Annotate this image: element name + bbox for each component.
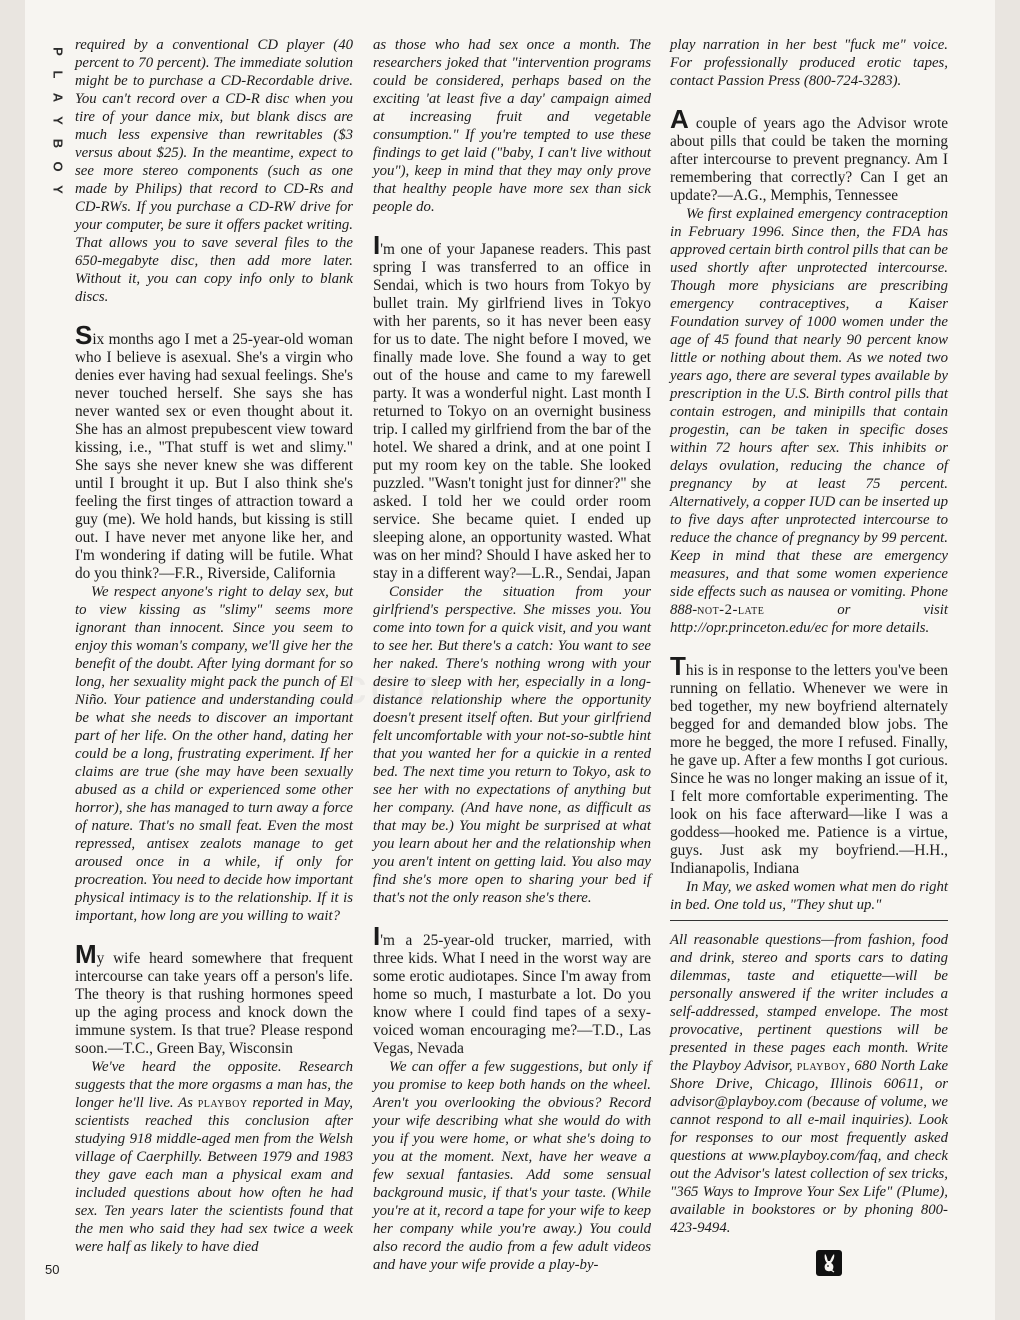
brand-name: playboy [197, 1095, 248, 1111]
drop-cap: A [670, 104, 689, 134]
rabbit-head-icon [816, 1250, 842, 1276]
question-letter [373, 230, 651, 583]
answer-text: We can offer a few suggestions, but only if you promise to keep both hands on the wheel. Aren't you overlooking the obvious? Record your wife describing what she would do with you if you were home, or what she's doing to you at the moment. Next, have her weave a few sexual fantasies. Add some sensual background music, if that's your taste. (While you're at it, record a tape for your wife to keep her company while you're away.) You could also record the audio from a few adult videos and have your wife provide a play-by- [373, 1059, 651, 1273]
question-text: 'm a 25-year-old trucker, married, with three kids. What I need in the worst way are some erotic audiotapes. Since I'm away from home so much, I masturbate a lot. Do you know where I could find tapes of a sexy-voiced woman encouraging me?—T.D., Las Vegas, Nevada [373, 932, 651, 1057]
runner-letter: P [50, 47, 66, 56]
question-text: his is in response to the letters you've been running on fellatio. Whenever we were in bed together, my new boyfriend alternately begged for and demanded blow jobs. The more he begged, the more I refused. Finally, he gave up. After a few months I got curious. Since he was no longer making an issue of it, I felt more comfortable experimenting. The look on his face afterward—like I was a goddess—hooked me. Patience is a virtue, guys. Just ask my boyfriend.—H.H., Indianapolis, Indiana [670, 662, 948, 877]
drop-cap: S [75, 320, 93, 350]
section-runner [43, 40, 65, 201]
advisor-footer-note [670, 931, 948, 1237]
brand-name: playboy [796, 1058, 847, 1074]
question-letter [75, 939, 353, 1058]
footer-text-part: , 680 North Lake Shore Drive, Chicago, Illinois 60611, or advisor@playboy.com (because of volume, we cannot respond to all e-mail inquiries). Look for responses to our most frequently asked questions at www.playboy.com/faq, and check out the Advisor's latest collection of sex tricks, "365 Ways to Improve Your Sex Life" (Plume), available in bookstores or by phoning 800-423-9494. [670, 1058, 949, 1236]
answer-text [75, 1058, 353, 1256]
answer-text [670, 205, 948, 637]
answer-text: We respect anyone's right to delay sex, but to view kissing as "slimy" seems more ignorant than innocent. Since you seem to enjoy this woman's company, we'll give her the benefit of the doubt. After lying dormant for so long, her sexuality might pack the punch of El Niño. Your patience and understanding could be what she needs to discover an important part of her life. On the other hand, dating her could be a long, frustrating experiment. If her claims are true (she may have been sexually abused as a child or experienced some other horror), she has managed to turn away a force of nature. That's no small feat. Even the most repressed, antisex zealots manage to get aroused once in a while, if only for procreation. You need to decide how important physical intimacy is to the relationship. If it is important, how long are you willing to wait? [75, 584, 353, 924]
question-letter [373, 921, 651, 1058]
answer-continuation: play narration in her best "fuck me" voice. For professionally produced erotic tapes, contact Passion Press (800-724-3283). [670, 37, 948, 89]
answer-text: Consider the situation from your girlfriend's perspective. She misses you. You come into town for a quick visit, and you want to see her. But there's a catch: You want to see her naked. There's nothing wrong with your desire to sleep with her, especially in a long-distance relationship where the opportunity doesn't present itself often. But your girlfriend felt uncomfortable with your not-so-subtle hint that you wanted her for a quickie in a rented bed. The next time you return to Tokyo, ask to see her with no expectations of anything but her company. (And have none, as difficult as that may be.) You might be surprised at what you learn about her and the relationship when you aren't intent on getting laid. You also may find she's more open to sharing your bed if that's not the only reason she's there. [373, 584, 651, 906]
runner-letter: Y [50, 185, 66, 194]
answer-continuation: required by a conventional CD player (40 percent to 70 percent). The immediate solution might be to purchase a CD-Recordable drive. You can't record over a CD-R disc when you tire of your dance mix, but blank discs are much less expensive than rewritables ($3 versus about $25). In the meantime, expect to see more stereo components (such as one made by Philips) that record to CD-Rs and CD-RWs. If you purchase a CD-RW drive for your computer, be sure it offers packet writing. That allows you to save several files to the 650-megabyte disc, then add more later. Without it, you can copy info only to blank discs. [75, 37, 353, 305]
answer-text: In May, we asked women what men do right in bed. One told us, "They shut up." [670, 879, 948, 913]
question-text: ix months ago I met a 25-year-old woman who I believe is asexual. She's a virgin who denies ever having had sexual feelings. She's never touched herself. She says she has never wanted sex or even thought about it. She has an almost prepubescent view toward kissing, i.e., "That stuff is wet and slimy." She says she never knew she was different until I brought it up. But I also think she's feeling the first tinges of attraction toward a guy (me). We hold hands, but kissing is still out. I have never met anyone like her, and I'm wondering if dating will be futile. What do you think?—F.R., Riverside, California [75, 331, 353, 582]
runner-letter: O [50, 161, 66, 172]
runner-letter: L [50, 70, 66, 79]
question-text: couple of years ago the Advisor wrote about pills that could be taken the morning after intercourse to prevent pregnancy. Am I remembering that correctly? Can I get an update?—A.G., Memphis, Tennessee [670, 115, 948, 204]
drop-cap: I [373, 921, 381, 951]
question-text: 'm one of your Japanese readers. This past spring I was transferred to an office in Sendai, which is two hours from Tokyo by bullet train. My girlfriend lives in Tokyo with her parents, so it has never been easy for us to date. The night before I moved, we finally made love. She found a way to get out of the house and came to my farewell party. It was a wonderful night. Last month I returned to Tokyo on an overnight business trip. I called my girlfriend from the bar of the hotel. We shared a drink, and at one point I put my room key on the table. She looked puzzled. "Wasn't tonight just for dinner?" she asked. I told her we could order room service. She became quiet. I ended up sleeping alone, an opportunity wasted. What was on her mind? Should I have asked her to stay in a different way?—L.R., Sendai, Japan [373, 241, 651, 582]
question-letter [75, 320, 353, 583]
answer-text-part: We first explained emergency contraception in February 1996. Since then, the FDA has approved certain birth control pills that can be used shortly after unprotected intercourse. Though more physicians are prescribing emergency contraceptives, a Kaiser Foundation survey of 1000 women under the age of 45 found that nearly 90 percent know little or nothing about them. As we noted two years ago, there are several types available by prescription in the U.S. Birth control pills that contain estrogen, and minipills that contain progestin, can be taken in specific doses within 72 hours after sex. This inhibits or delays ovulation, reducing the chance of pregnancy by at least 75 percent. Alternatively, a copper IUD can be inserted up to five days after unprotected intercourse to reduce the chance of pregnancy by 99 percent. Keep in mind that these are emergency measures, and that some women experience side effects such as nausea or vomiting. Phone 888- [670, 206, 948, 618]
answer-continuation: as those who had sex once a month. The researchers joked that "intervention programs could be considered, perhaps based on the exciting 'at least five a day' campaign aimed at increasing fruit and vegetable consumption." If you're tempted to use these findings to get laid ("baby, I can't live without you"), keep in mind that they may only prove that healthy people have more sex than sick people do. [373, 37, 651, 215]
column-3 [670, 36, 948, 1237]
question-letter [670, 104, 948, 205]
footer-text-part: All reasonable questions—from fashion, food and drink, stereo and sports cars to dating dilemmas, taste and etiquette—will be personally answered if the writer includes a self-addressed, stamped envelope. The most provocative, pertinent questions will be presented in these pages each month. Write the Playboy Advisor, [670, 932, 948, 1074]
column-2 [373, 36, 651, 1274]
watermark: .com [325, 661, 446, 714]
question-text: y wife heard somewhere that frequent intercourse can take years off a person's life. The theory is that rushing hormones speed up the aging process and knock down the immune system. Is that true? Please respond soon.—T.C., Green Bay, Wisconsin [75, 950, 353, 1057]
page-number: 50 [45, 1262, 60, 1277]
answer-text-part: We've heard the opposite. Research suggests that the more orgasms a man has, the longer he'll live. As [75, 1059, 353, 1111]
drop-cap: I [373, 230, 381, 260]
drop-cap: M [75, 939, 97, 969]
runner-letter: B [50, 138, 66, 149]
question-letter [670, 651, 948, 878]
answer-text-part: reported in May, scientists reached this conclusion after studying 918 middle-aged men from the Welsh village of Caerphilly. Between 1979 and 1983 they gave each man a physical exam and included questions about how often he had sex. Ten years later the scientists found that the men who said they had sex twice a week were half as likely to have died [75, 1095, 354, 1255]
answer-text-part: or visit http://opr.princeton.edu/ec for more details. [670, 602, 948, 636]
magazine-page [25, 0, 995, 1320]
phone-letters: not-2-late [697, 602, 765, 618]
drop-cap: T [670, 651, 686, 681]
column-1 [75, 36, 353, 1256]
divider [670, 920, 948, 921]
runner-letter: Y [50, 116, 66, 125]
runner-letter: A [50, 92, 66, 103]
